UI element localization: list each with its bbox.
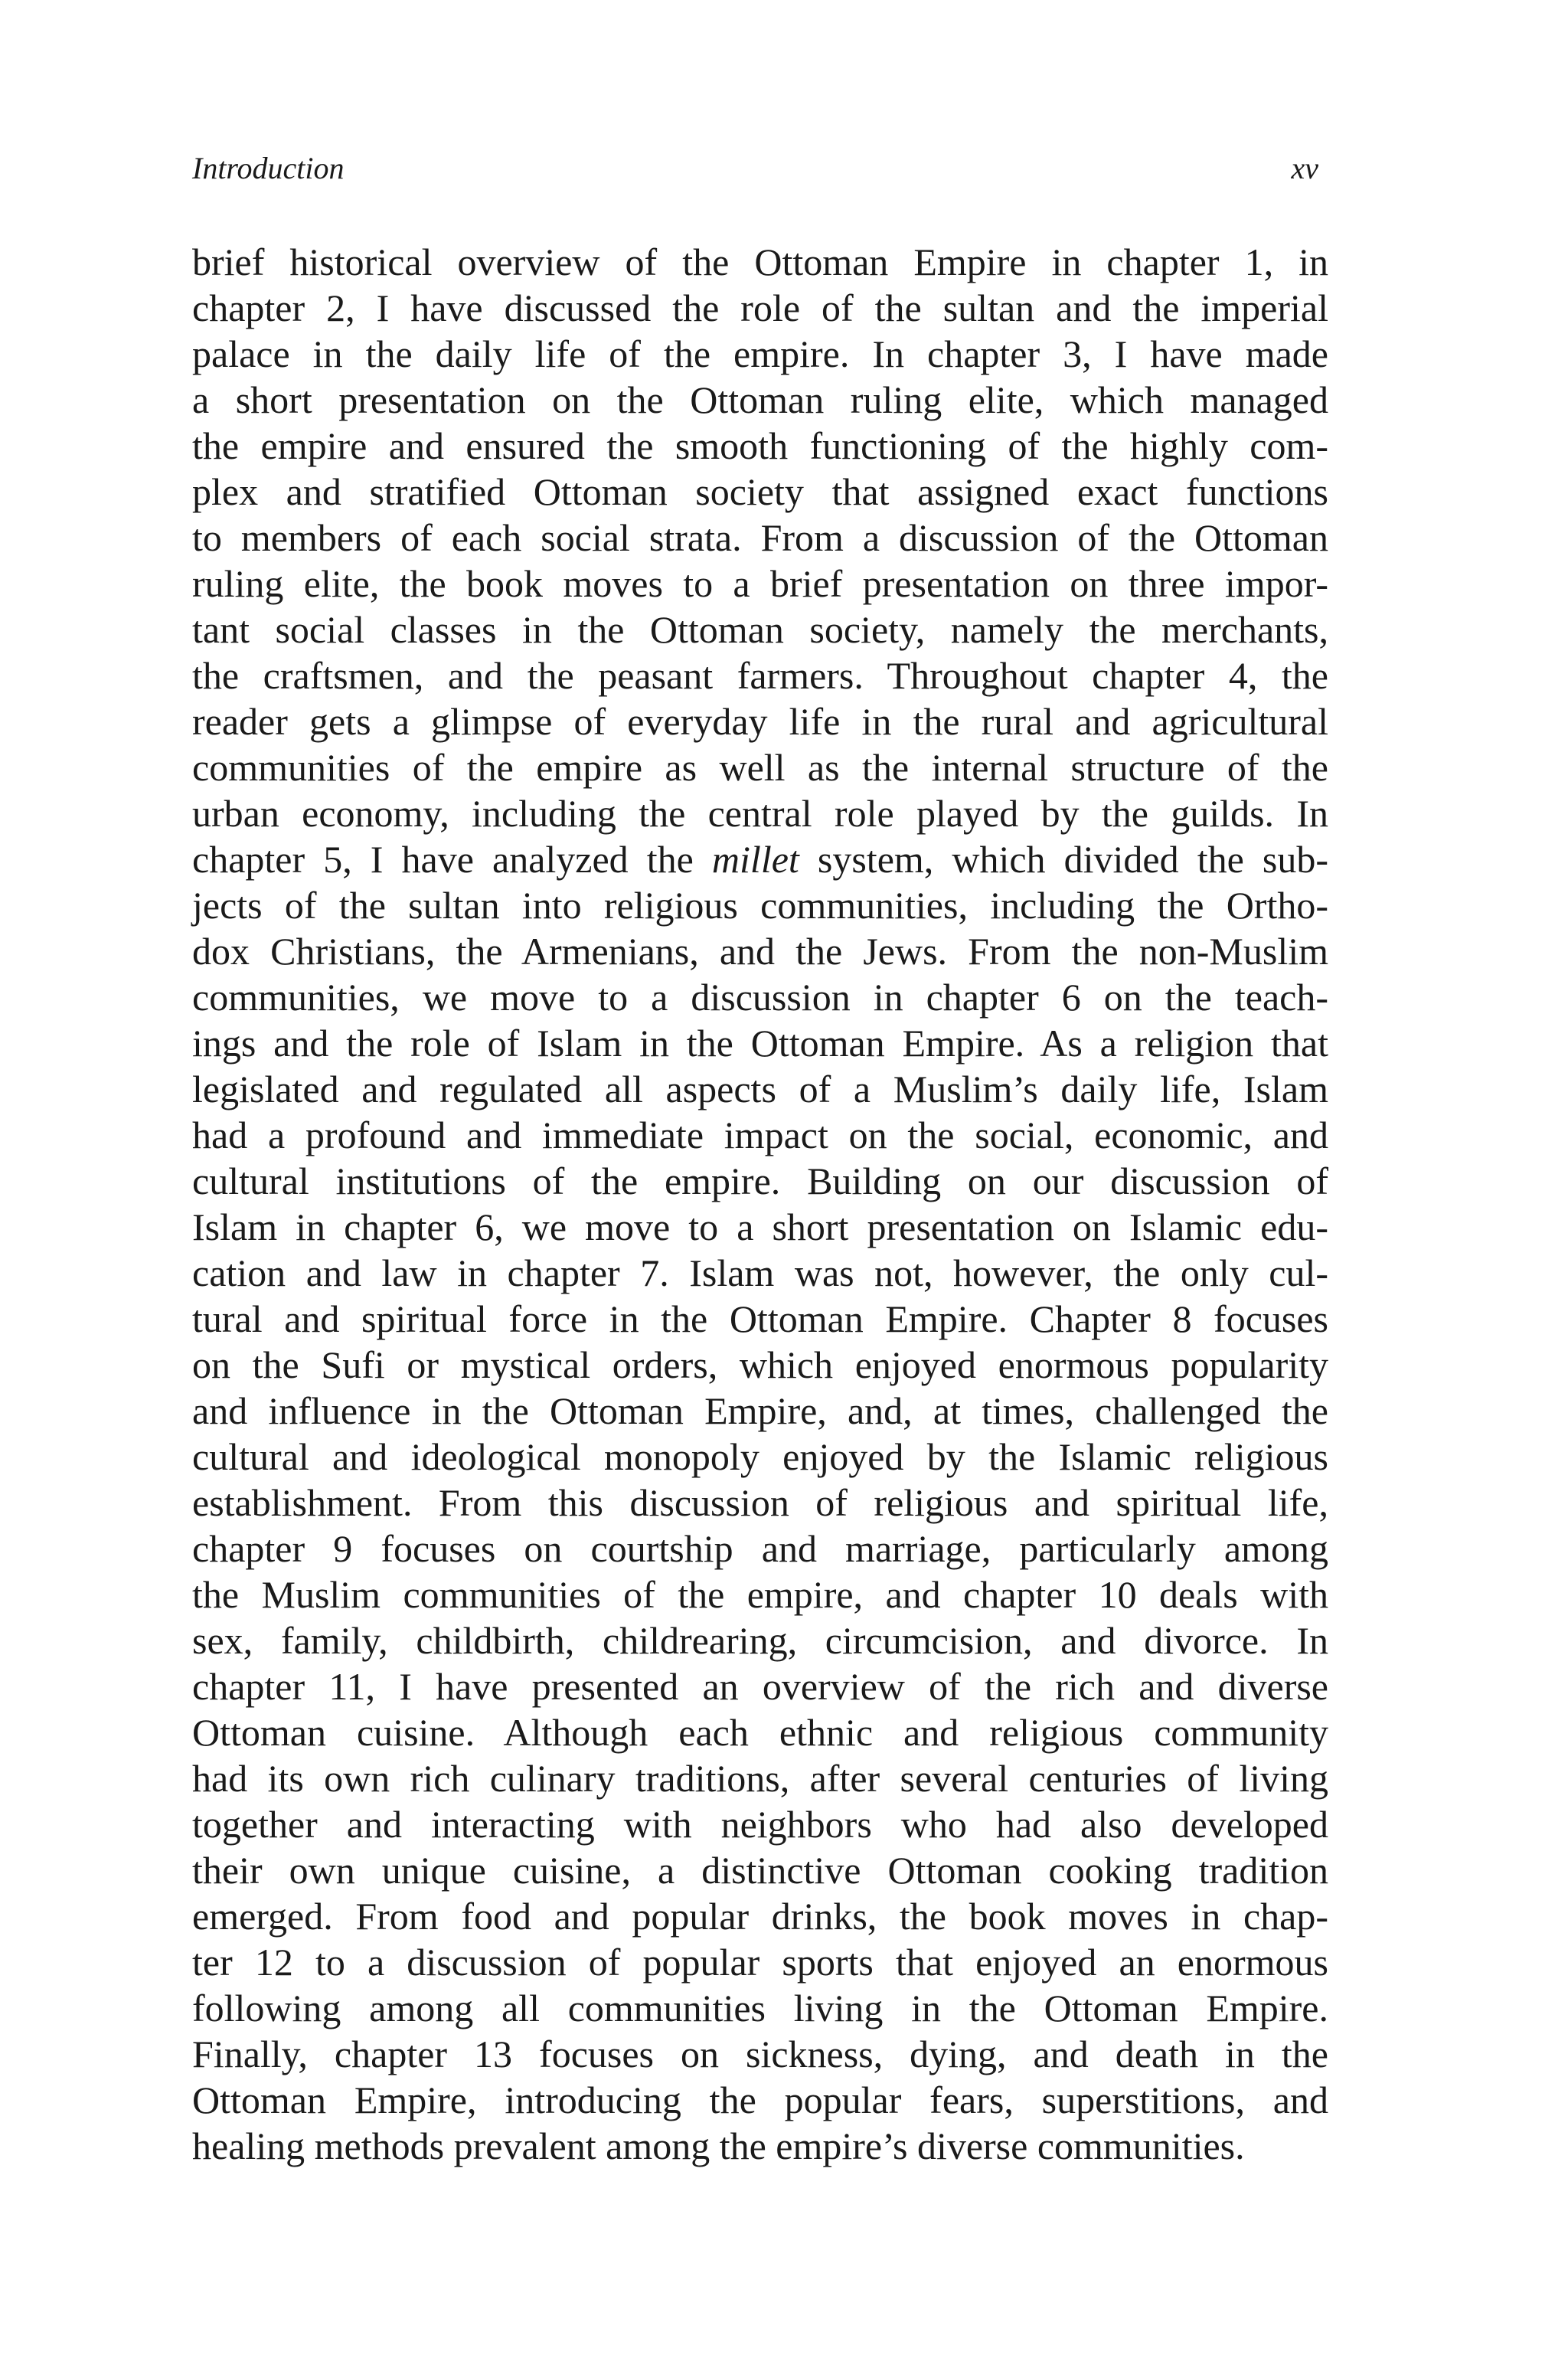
text-line: the Muslim communities of the empire, and chapter 10 deals with bbox=[192, 1573, 1328, 1616]
text-run: chapter 5, I have analyzed the bbox=[192, 838, 712, 881]
text-line: ter 12 to a discussion of popular sports that enjoyed an enormous bbox=[192, 1941, 1328, 1984]
text-line: Islam in chapter 6, we move to a short presentation on Islamic edu- bbox=[192, 1205, 1328, 1248]
text-line: chapter 9 focuses on courtship and marriage, particularly among bbox=[192, 1527, 1328, 1570]
text-line: communities of the empire as well as the internal structure of the bbox=[192, 746, 1328, 789]
text-line: ings and the role of Islam in the Ottoman Empire. As a religion that bbox=[192, 1022, 1328, 1065]
text-line: a short presentation on the Ottoman ruling elite, which managed bbox=[192, 378, 1328, 421]
text-line: communities, we move to a discussion in chapter 6 on the teach- bbox=[192, 976, 1328, 1019]
text-line-last: healing methods prevalent among the empire’s diverse communities. bbox=[192, 2124, 1245, 2167]
italic-term: millet bbox=[711, 838, 799, 881]
text-line: the empire and ensured the smooth functioning of the highly com- bbox=[192, 424, 1328, 467]
text-line: Ottoman Empire, introducing the popular fears, superstitions, and bbox=[192, 2079, 1328, 2121]
text-line: had its own rich culinary traditions, after several centuries of living bbox=[192, 1757, 1328, 1800]
text-line: sex, family, childbirth, childrearing, circumcision, and divorce. In bbox=[192, 1619, 1328, 1662]
text-line: urban economy, including the central role played by the guilds. In bbox=[192, 792, 1328, 835]
text-line: chapter 11, I have presented an overview of the rich and diverse bbox=[192, 1665, 1328, 1708]
text-line-millet bbox=[192, 836, 1328, 882]
text-line: and influence in the Ottoman Empire, and, at times, challenged the bbox=[192, 1389, 1328, 1432]
text-line: chapter 2, I have discussed the role of the sultan and the imperial bbox=[192, 286, 1328, 329]
text-line: legislated and regulated all aspects of a Muslim’s daily life, Islam bbox=[192, 1068, 1328, 1110]
text-line: tant social classes in the Ottoman society, namely the merchants, bbox=[192, 608, 1328, 651]
body-paragraph bbox=[192, 239, 1328, 2169]
text-line: together and interacting with neighbors who had also developed bbox=[192, 1803, 1328, 1846]
text-line: to members of each social strata. From a discussion of the Ottoman bbox=[192, 516, 1328, 559]
text-line: jects of the sultan into religious communities, including the Ortho- bbox=[192, 884, 1328, 927]
text-line: palace in the daily life of the empire. In chapter 3, I have made bbox=[192, 332, 1328, 375]
text-line: the craftsmen, and the peasant farmers. Throughout chapter 4, the bbox=[192, 654, 1328, 697]
text-line: cation and law in chapter 7. Islam was not, however, the only cul- bbox=[192, 1251, 1328, 1294]
text-line: tural and spiritual force in the Ottoman Empire. Chapter 8 focuses bbox=[192, 1297, 1328, 1340]
text-line: cultural and ideological monopoly enjoyed by the Islamic religious bbox=[192, 1435, 1328, 1478]
text-line: their own unique cuisine, a distinctive Ottoman cooking tradition bbox=[192, 1849, 1328, 1892]
text-line: ruling elite, the book moves to a brief presentation on three impor- bbox=[192, 562, 1328, 605]
text-line: following among all communities living in the Ottoman Empire. bbox=[192, 1987, 1328, 2029]
text-line: brief historical overview of the Ottoman Empire in chapter 1, in bbox=[192, 240, 1328, 283]
page-number: xv bbox=[1291, 151, 1318, 185]
text-line: on the Sufi or mystical orders, which enjoyed enormous popularity bbox=[192, 1343, 1328, 1386]
text-line: had a profound and immediate impact on the social, economic, and bbox=[192, 1114, 1328, 1156]
text-line: reader gets a glimpse of everyday life in the rural and agricultural bbox=[192, 700, 1328, 743]
text-run: system, which divided the sub- bbox=[799, 838, 1328, 881]
text-line: establishment. From this discussion of religious and spiritual life, bbox=[192, 1481, 1328, 1524]
text-line: emerged. From food and popular drinks, the book moves in chap- bbox=[192, 1895, 1328, 1938]
text-line: dox Christians, the Armenians, and the Jews. From the non-Muslim bbox=[192, 930, 1328, 973]
text-line: cultural institutions of the empire. Building on our discussion of bbox=[192, 1159, 1328, 1202]
text-line: Finally, chapter 13 focuses on sickness, dying, and death in the bbox=[192, 2033, 1328, 2075]
text-line: plex and stratified Ottoman society that assigned exact functions bbox=[192, 470, 1328, 513]
running-head: Introduction bbox=[192, 151, 345, 185]
text-line: Ottoman cuisine. Although each ethnic and religious community bbox=[192, 1711, 1328, 1754]
